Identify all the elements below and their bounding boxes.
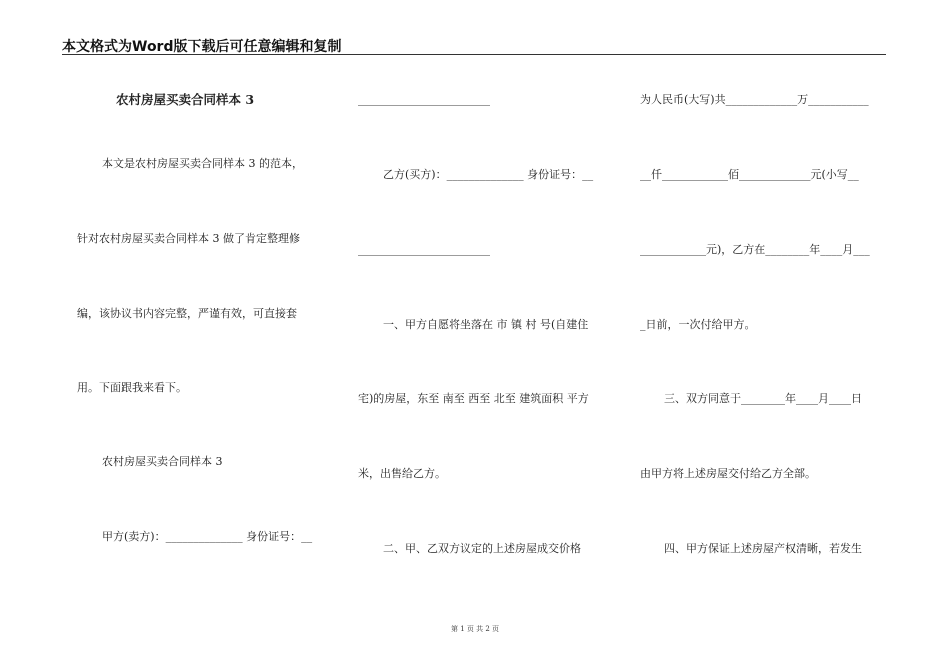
paragraph-line: 针对农村房屋买卖合同样本 3 做了肯定整理修 xyxy=(77,232,300,245)
blank-line: ________________________ xyxy=(358,243,490,256)
paragraph-line: 本文是农村房屋买卖合同样本 3 的范本， xyxy=(102,157,303,170)
clause-line: 三、双方同意于________年____月____日 xyxy=(664,392,862,405)
clause-line: __仟____________佰_____________元(小写__ xyxy=(640,168,859,181)
header-divider xyxy=(62,54,886,55)
clause-line: ____________元)，乙方在________年____月___ xyxy=(640,243,870,256)
clause-line: 四、甲方保证上述房屋产权清晰，若发生 xyxy=(664,542,862,555)
blank-line: ________________________ xyxy=(358,93,490,106)
paragraph-line: 用。下面跟我来看下。 xyxy=(77,381,187,394)
document-title: 农村房屋买卖合同样本 3 xyxy=(116,92,255,107)
clause-line: 一、甲方自愿将坐落在 市 镇 村 号(自建住 xyxy=(383,318,589,331)
section-heading: 农村房屋买卖合同样本 3 xyxy=(102,455,223,468)
paragraph-line: 编，该协议书内容完整，严谨有效，可直接套 xyxy=(77,307,297,320)
clause-line: 宅)的房屋，东至 南至 西至 北至 建筑面积 平方 xyxy=(358,392,589,405)
clause-line: 二、甲、乙双方议定的上述房屋成交价格 xyxy=(383,542,581,555)
page-number: 第 1 页 共 2 页 xyxy=(450,625,500,633)
clause-line: 米，出售给乙方。 xyxy=(358,467,446,480)
party-b-line: 乙方(买方)：______________ 身份证号：__ xyxy=(383,168,594,181)
party-a-line: 甲方(卖方)：______________ 身份证号：__ xyxy=(102,530,313,543)
clause-line: _日前，一次付给甲方。 xyxy=(640,318,756,331)
clause-line: 为人民币(大写)共_____________万___________ xyxy=(640,93,869,106)
download-banner: 本文格式为Word版下载后可任意编辑和复制 xyxy=(62,39,342,55)
clause-line: 由甲方将上述房屋交付给乙方全部。 xyxy=(640,467,816,480)
